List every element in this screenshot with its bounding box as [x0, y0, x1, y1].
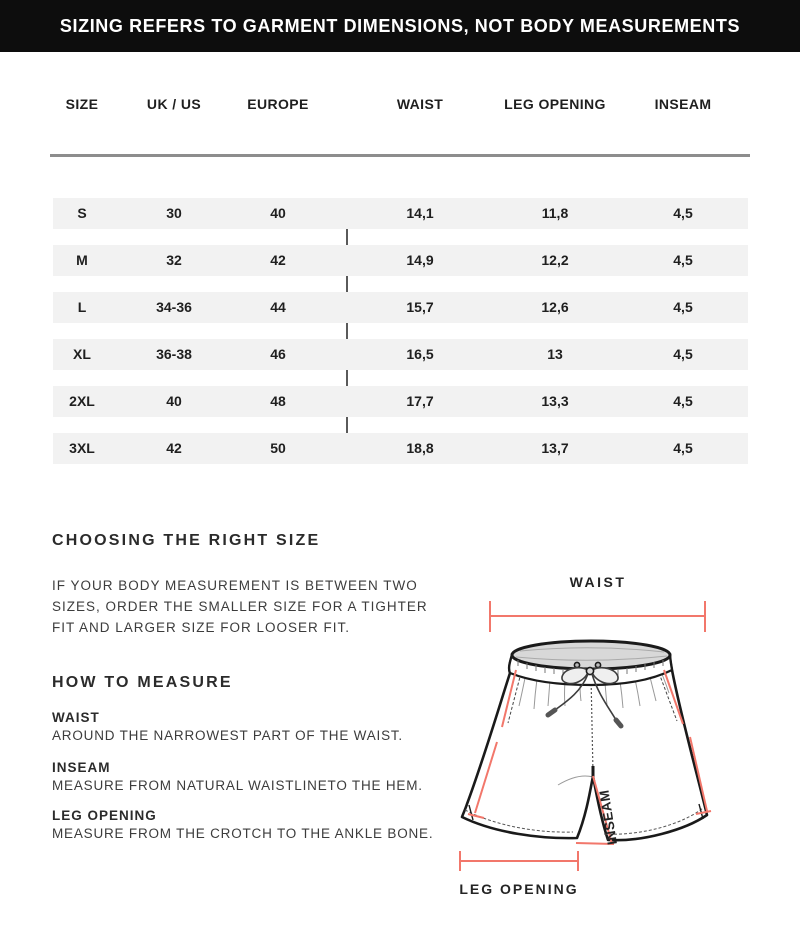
leg-opening-value: 12,2 — [541, 252, 569, 268]
measure-waist-label: WAIST — [52, 710, 100, 725]
europe-value: 40 — [270, 205, 286, 221]
size-table-header-row — [53, 96, 748, 112]
waist-value: 14,9 — [406, 252, 434, 268]
choosing-size-text: IF YOUR BODY MEASUREMENT IS BETWEEN TWO SIZES, ORDER THE SMALLER SIZE FOR A TIGHTER FIT AND LARGER SIZE FOR LOOSER FIT. — [52, 578, 428, 635]
waist-value: 16,5 — [406, 346, 434, 362]
europe-value: 48 — [270, 393, 286, 409]
table-row — [53, 245, 748, 276]
inseam-value: 4,5 — [673, 440, 693, 456]
uk-us-value: 34-36 — [156, 299, 192, 315]
measure-leg-opening-label: LEG OPENING — [52, 808, 157, 823]
column-header-inseam: INSEAM — [654, 96, 712, 112]
leg-opening-value: 12,6 — [541, 299, 569, 315]
row-size-label: 3XL — [69, 440, 95, 456]
inseam-value: 4,5 — [673, 393, 693, 409]
europe-value: 42 — [270, 252, 286, 268]
europe-value: 46 — [270, 346, 286, 362]
waist-value: 17,7 — [406, 393, 434, 409]
inseam-value: 4,5 — [673, 299, 693, 315]
measure-leg-opening-description: MEASURE FROM THE CROTCH TO THE ANKLE BONE. — [52, 826, 434, 841]
uk-us-value: 32 — [166, 252, 182, 268]
size-table-body — [53, 198, 748, 464]
measure-inseam-label: INSEAM — [52, 760, 111, 775]
column-header-europe: EUROPE — [247, 96, 309, 112]
uk-us-value: 36-38 — [156, 346, 192, 362]
waist-value: 14,1 — [406, 205, 434, 221]
waist-value: 18,8 — [406, 440, 434, 456]
europe-value: 44 — [270, 299, 286, 315]
choosing-size-title: CHOOSING THE RIGHT SIZE — [52, 532, 321, 549]
inseam-value: 4,5 — [673, 205, 693, 221]
leg-opening-value: 13,3 — [541, 393, 569, 409]
leg-opening-value: 13,7 — [541, 440, 569, 456]
uk-us-value: 42 — [166, 440, 182, 456]
sizing-disclaimer-banner — [0, 0, 800, 52]
column-header-uk-us: UK / US — [146, 96, 202, 112]
leg-opening-value: 11,8 — [541, 205, 569, 221]
row-size-label: XL — [73, 346, 91, 362]
inseam-value: 4,5 — [673, 252, 693, 268]
table-row — [53, 433, 748, 464]
table-header-divider — [50, 154, 750, 157]
row-size-label: M — [76, 252, 88, 268]
column-header-leg-opening: LEG OPENING — [504, 96, 606, 112]
row-size-label: L — [77, 299, 87, 315]
sizing-disclaimer-text: SIZING REFERS TO GARMENT DIMENSIONS, NOT BODY MEASUREMENTS — [59, 15, 741, 36]
uk-us-value: 30 — [166, 205, 182, 221]
diagram-waist-label: WAIST — [569, 574, 627, 590]
row-size-label: S — [77, 205, 87, 221]
table-row — [53, 292, 748, 323]
uk-us-value: 40 — [166, 393, 182, 409]
table-row — [53, 339, 748, 370]
diagram-inseam-label: INSEAM — [596, 788, 620, 846]
measure-inseam — [52, 760, 452, 793]
waist-measure-line — [490, 601, 705, 632]
row-size-label: 2XL — [69, 393, 95, 409]
shorts-illustration — [440, 552, 800, 912]
leg-opening-value: 13 — [547, 346, 563, 362]
europe-value: 50 — [270, 440, 286, 456]
table-row — [53, 198, 748, 229]
leg-opening-measure-line — [460, 851, 578, 871]
column-header-size: SIZE — [65, 96, 99, 112]
measure-inseam-description: MEASURE FROM NATURAL WAISTLINETO THE HEM. — [52, 778, 423, 793]
measure-waist-description: AROUND THE NARROWEST PART OF THE WAIST. — [52, 728, 403, 743]
table-column-divider — [346, 198, 348, 464]
inseam-value: 4,5 — [673, 346, 693, 362]
shorts-waistband — [509, 641, 672, 685]
column-header-waist: WAIST — [396, 96, 444, 112]
measure-leg-opening — [52, 808, 452, 841]
diagram-leg-opening-label: LEG OPENING — [459, 881, 579, 897]
measure-waist — [52, 710, 452, 743]
how-to-measure-title: HOW TO MEASURE — [52, 674, 233, 691]
waist-value: 15,7 — [406, 299, 434, 315]
table-row — [53, 386, 748, 417]
